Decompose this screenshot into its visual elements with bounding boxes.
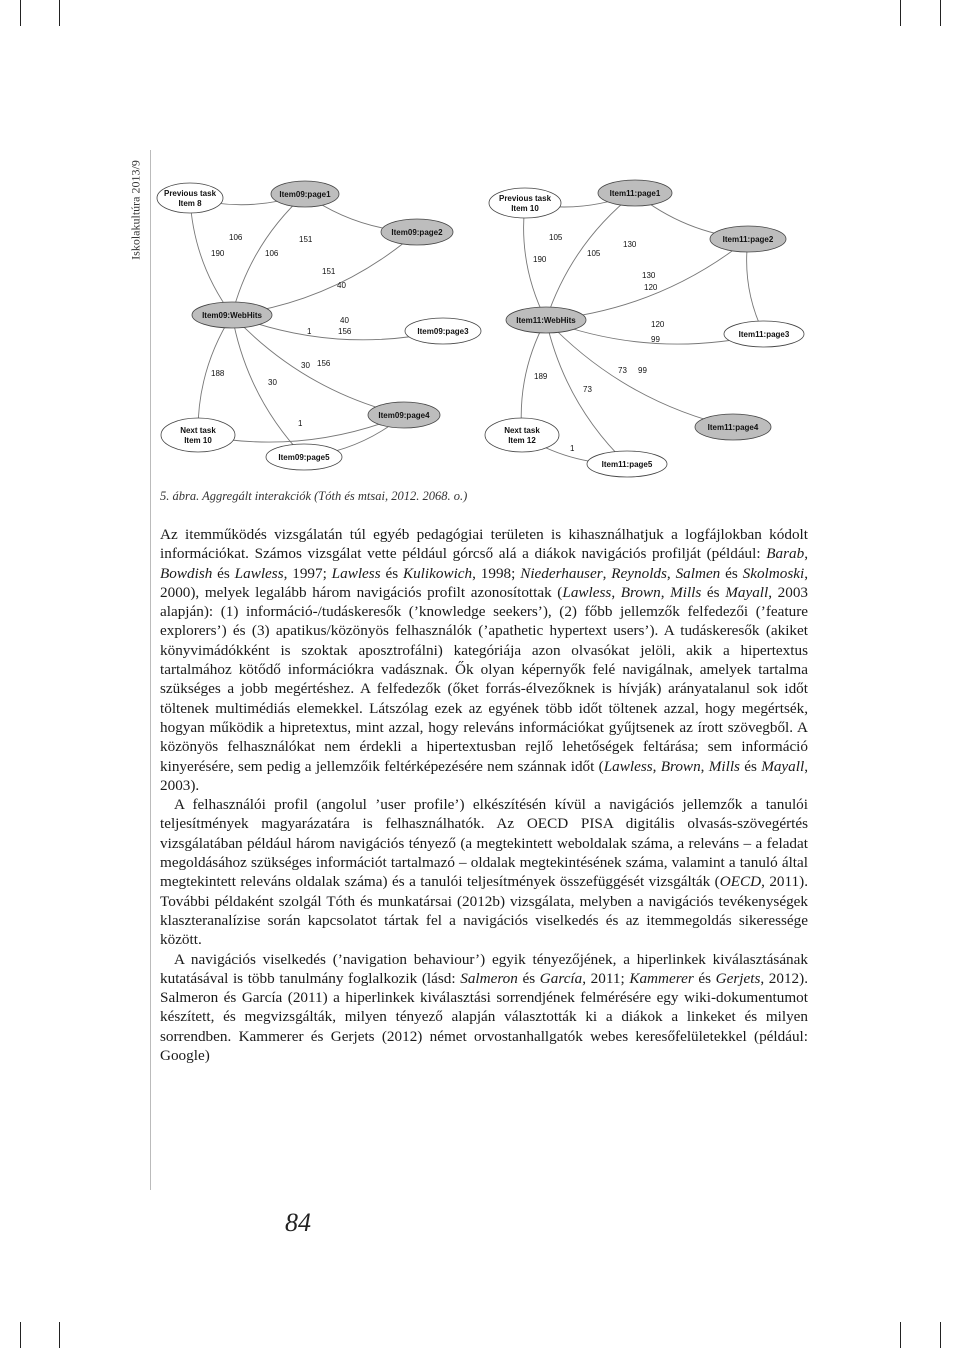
paragraph-2: A felhasználói profil (angolul ’user profile’) elkészítésén kívül a navigációs jellemzők a tanulói teljesítmények magyarázatára is felhasználhatók. Az OECD PISA digitális olvasás-szövegértés vizsgálatában például három navigációs tényező (a megtekintett weboldalak száma, a releváns – a feladat megoldásához szükséges információt tartalmazó – oldalak megtekintésének száma, valamint a tanuló által megtekintett releváns oldalak száma) és a tanulói teljesítmények összefüggését vizsgálták (OECD, 2011). További példaként szolgál Tóth és munkatársai (2012b) vizsgálata, melyben a navigációs tevékenységek klaszteranalízise során kapcsolatot tártak fel a navigációs viselkedés és az itemmegoldás sikeressége között. — [160, 796, 808, 949]
diagram-node — [161, 418, 235, 452]
margin-rule — [150, 150, 151, 1190]
diagram-node — [157, 183, 223, 213]
diagram-edge-label: 188 — [211, 369, 225, 378]
diagram-node — [489, 188, 561, 218]
diagram-edge-label: 106 — [265, 249, 279, 258]
crop-mark — [59, 0, 60, 26]
diagram-edge-label: 30 — [301, 361, 310, 370]
diagram-edge-label: 1 — [570, 444, 575, 453]
diagram-edge-label: 120 — [644, 283, 658, 292]
diagram-edge-label: 40 — [337, 281, 346, 290]
diagram-edge-label: 189 — [534, 372, 548, 381]
diagram-edge-label: 156 — [338, 327, 352, 336]
crop-mark — [900, 0, 901, 26]
crop-mark — [20, 1322, 21, 1348]
diagram-node-label: Item09:page4 — [378, 411, 430, 420]
diagram-node-label: Item 10 — [184, 436, 212, 445]
diagram-node-label: Next task — [504, 426, 540, 435]
diagram-edge-label: 105 — [549, 233, 563, 242]
body-text — [160, 525, 808, 1065]
diagram-node-label: Previous task — [163, 189, 217, 198]
diagram-node-label: Item11:page5 — [601, 460, 653, 469]
diagram-edge-label: 1 — [298, 419, 303, 428]
diagram-node-label: Item11:page4 — [707, 423, 759, 432]
crop-mark — [900, 1322, 901, 1348]
crop-mark — [940, 1322, 941, 1348]
diagram-edge — [747, 239, 764, 334]
diagram-node-label: Item11:page1 — [609, 189, 661, 198]
paragraph-3: A navigációs viselkedés (’navigation behaviour’) egyik tényezőjének, a hiperlinkek kiválasztásának kutatásával is több tanulmány foglalkozik (lásd: Salmeron és García, 2011; Kammerer és Gerjets, 2012). Salmeron és García (2011) a hiperlinkek kiválasztási sorrendjének felmérésére egy wiki-dokumentumot készített, és megvizsgálták, milyen tényező alapján választották ki a diákok a linkeket és milyen sorrendben. Kammerer és Gerjets (2012) német orvostanhallgatók webes keresőfelületekkel (például: Google) — [160, 950, 809, 1065]
running-header-text: Iskolakultúra 2013/9 — [128, 160, 143, 260]
diagram-edge-label: 190 — [211, 249, 225, 258]
diagram-node-label: Item11:page3 — [738, 330, 790, 339]
diagram-edge-label: 130 — [623, 240, 637, 249]
diagram-node-label: Item 8 — [178, 199, 202, 208]
diagram-edge-label: 73 — [618, 366, 627, 375]
diagram-node-label: Item11:WebHits — [516, 316, 576, 325]
paragraph-1: Az itemműködés vizsgálatán túl egyéb pedagógiai területen is kihasználhatjuk a logfájlokban kódolt információkat. Számos vizsgálat vette például górcső alá a diákok navigációs profilját (például: Barab, Bowdish és Lawless, 1997; Lawless és Kulikowich, 1998; Niederhauser, Reynolds, Salmen és Skolmoski, 2000), melyek legalább három navigációs profilt azonosítottak (Lawless, Brown, Mills és Mayall, 2003 alapján): (1) információ-/tudáskeresők (’knowledge seekers’), (2) főbb jellemzők felfedezői (’feature explorers’) és (3) apatikus/közönyös felhasználók (’apathetic hypertext users’). A tudáskeresők (akiket könyvimádókként is szoktak aposztrofálni) kategóriája azon olvasókat jelöli, akik a hipertextus tartalmához kötődő információkra vadásznak. Ők olyan képernyők felé navigálnak, amelyek tartalma szükséges a jobb megértéshez. A felfedezők (őket forrás-élvezőknek is hívják) arányatalanul sok időt töltenek multimédiás elemekkel. Látszólag ezek az egyének több időt töltenek azzal, hogy megértsék, hogyan működik a hipretextus, mint azzal, hogy releváns információkat gyűjtsenek az írott szövegből. A közönyös felhasználókat nem érdekli a hipertextusban rejlő lehetőségek feltárása; sem információ kinyerésére, sem pedig a jellemzőik feltérképezésére nem szánnak időt (Lawless, Brown, Mills és Mayall, 2003). — [160, 526, 809, 794]
diagram-node-label: Next task — [180, 426, 216, 435]
diagram-node-label: Item09:WebHits — [202, 311, 262, 320]
diagram-node — [485, 418, 559, 452]
diagram-edge-label: 106 — [229, 233, 243, 242]
diagram-node-label: Previous task — [498, 194, 552, 203]
diagram-edge-label: 151 — [299, 235, 313, 244]
crop-mark — [20, 0, 21, 26]
figure-caption: 5. ábra. Aggregált interakciók (Tóth és mtsai, 2012. 2068. o.) — [160, 489, 468, 503]
interaction-diagram — [155, 170, 805, 480]
diagram-edge-label: 151 — [322, 267, 336, 276]
diagram-node-label: Item 12 — [508, 436, 536, 445]
diagram-edge-label: 120 — [651, 320, 665, 329]
diagram-edge-label: 30 — [268, 378, 277, 387]
diagram-edge-label: 130 — [642, 271, 656, 280]
diagram-edge-label: 40 — [340, 316, 349, 325]
running-header — [125, 150, 147, 270]
crop-mark — [59, 1322, 60, 1348]
page-number: 84 — [285, 1208, 311, 1237]
diagram-node-label: Item 10 — [511, 204, 539, 213]
diagram-node-label: Item09:page2 — [391, 228, 443, 237]
diagram-edge-label: 73 — [583, 385, 592, 394]
diagram-edge-label: 1 — [307, 327, 312, 336]
crop-mark — [940, 0, 941, 26]
diagram-node-label: Item11:page2 — [722, 235, 774, 244]
diagram-edge-label: 99 — [651, 335, 660, 344]
diagram-node-label: Item09:page3 — [417, 327, 469, 336]
diagram-node-label: Item09:page5 — [278, 453, 330, 462]
diagram-edge-label: 105 — [587, 249, 601, 258]
diagram-edge-label: 99 — [638, 366, 647, 375]
diagram-edge-label: 190 — [533, 255, 547, 264]
diagram-node-label: Item09:page1 — [279, 190, 331, 199]
diagram-edge-label: 156 — [317, 359, 331, 368]
